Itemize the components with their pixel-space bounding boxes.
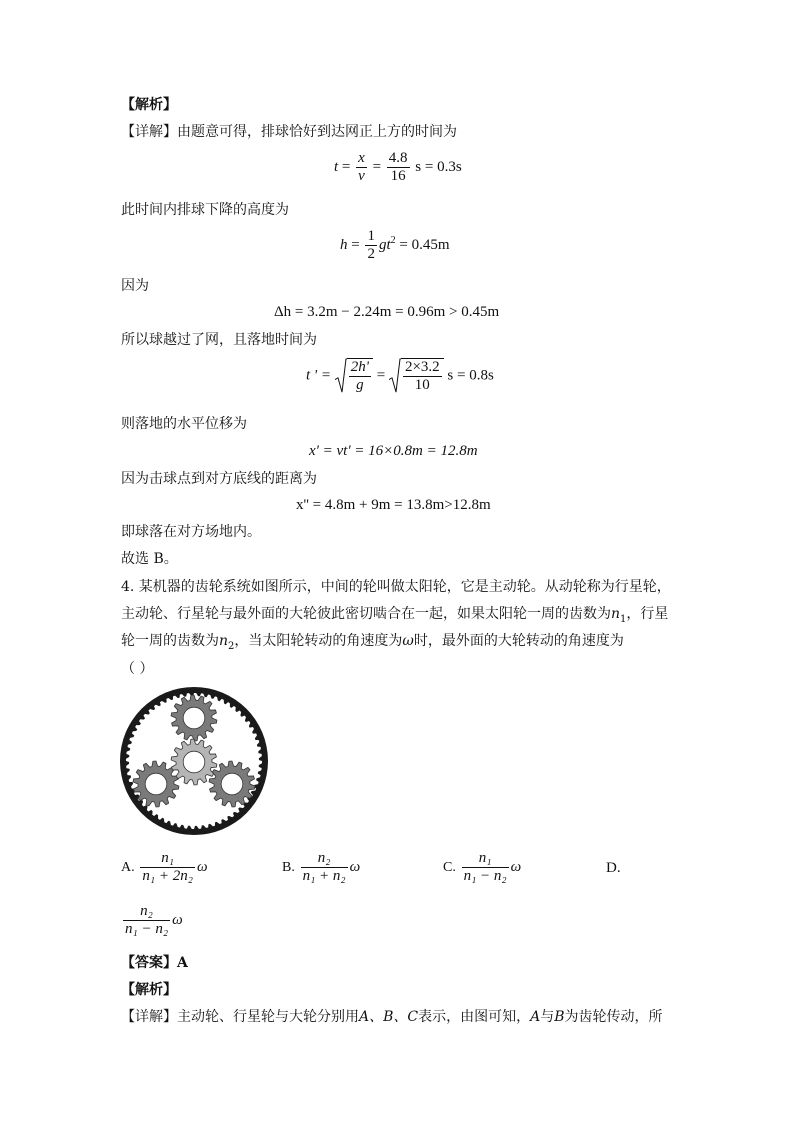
equation-fall-time: t ' = $\frac{2h'}{g}$ = $\frac{2\times 3.2}{10}$ s = 0.8s	[306, 359, 494, 393]
equation-distance: x'' = 4.8m + 9m = 13.8m>12.8m	[296, 497, 491, 513]
question-4-line: 4. 某机器的齿轮系统如图所示，中间的轮叫做太阳轮，它是主动轮。从动轮称为行星轮，	[121, 579, 671, 595]
option-b[interactable]: B. $\frac{\text{n₂}}{\text{n₁ + n₂}}$ ω	[282, 850, 361, 884]
option-d-label[interactable]: D.	[606, 860, 621, 876]
equation-height: h = $\frac{1}{2}$ $gt^2 = 0.45m$	[340, 228, 450, 262]
analysis-heading: 【解析】	[121, 97, 177, 113]
option-a[interactable]: A. $\frac{\text{n₁}}{\text{n₁ + 2n₂}}$ ω	[121, 850, 208, 884]
text-line: 所以球越过了网，且落地时间为	[121, 332, 317, 348]
analysis-heading: 【解析】	[121, 982, 177, 998]
text-line: 因为击球点到对方底线的距离为	[121, 471, 317, 487]
detail-line: 【详解】由题意可得，排球恰好到达网正上方的时间为	[121, 124, 457, 140]
answer-line: 【答案】A	[121, 955, 188, 971]
equation-time: t = $\frac{x}{v}$ = $\frac{4.8}{16}$ s = 0.3s	[334, 150, 462, 184]
text-line: 故选 B。	[121, 551, 178, 567]
equation-displacement: x' = vt' = 16×0.8m = 12.8m	[309, 443, 478, 459]
detail-line: 【详解】主动轮、行星轮与大轮分别用A、B、C表示，由图可知，A与B为齿轮传动，所	[121, 1009, 663, 1025]
text-line: 因为	[121, 278, 149, 294]
text-line: 则落地的水平位移为	[121, 416, 247, 432]
option-c[interactable]: C. $\frac{\text{n₁}}{\text{n₁ − n₂}}$ ω	[443, 850, 522, 884]
text-line: 此时间内排球下降的高度为	[121, 202, 289, 218]
answer-blank: （ ）	[121, 661, 154, 677]
option-d[interactable]: $\frac{\text{n₂}}{\text{n₁ − n₂}}$ ω	[125, 903, 183, 937]
gear-system-figure	[119, 686, 269, 836]
equation-delta-h: Δh = 3.2m − 2.24m = 0.96m > 0.45m	[274, 304, 500, 320]
question-4-line: 主动轮、行星轮与最外面的大轮彼此密切啮合在一起，如果太阳轮一周的齿数为$n_1$，行星	[121, 606, 669, 625]
text-line: 即球落在对方场地内。	[121, 524, 261, 540]
question-4-line: 轮一周的齿数为$n_2$，当太阳轮转动的角速度为ω时，最外面的大轮转动的角速度为	[121, 633, 624, 652]
